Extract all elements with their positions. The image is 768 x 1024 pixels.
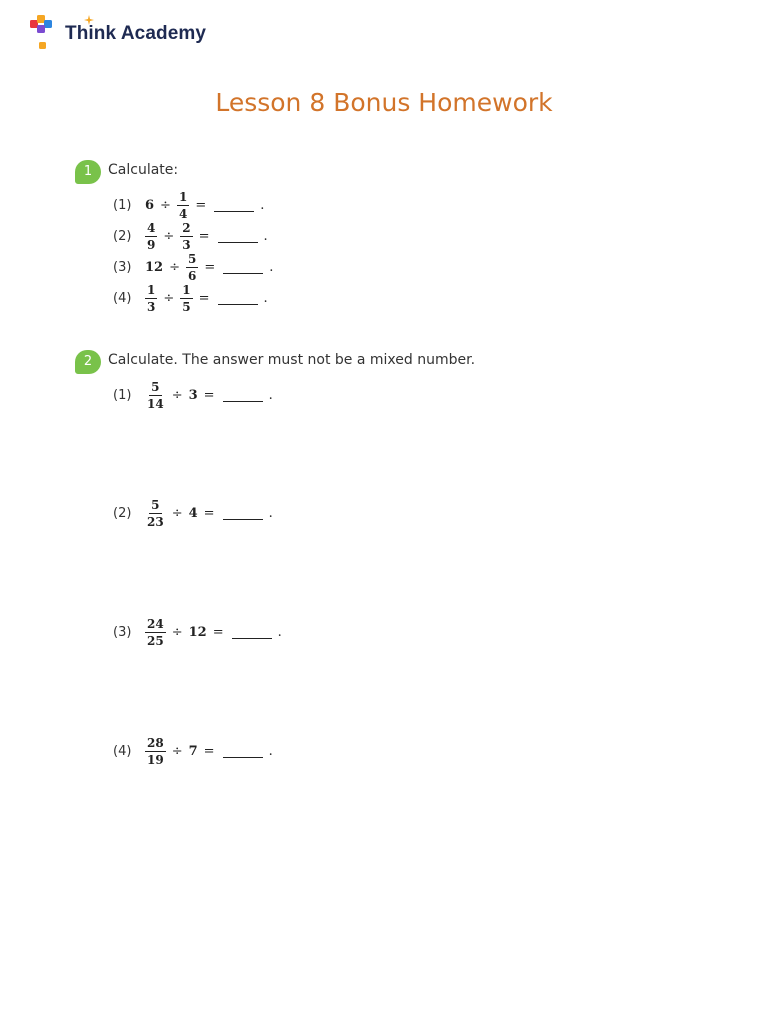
equals-sign: =: [203, 387, 215, 403]
numerator: 5: [151, 379, 160, 394]
page-title: Lesson 8 Bonus Homework: [215, 88, 553, 117]
denominator: 3: [182, 237, 191, 252]
section-instruction: Calculate. The answer must not be a mixed number.: [108, 352, 476, 368]
denominator: 23: [147, 514, 164, 529]
numerator: 24: [147, 616, 164, 631]
period: .: [269, 259, 274, 275]
fraction-a: [143, 617, 168, 648]
numerator: 1: [182, 282, 191, 297]
section-badge: 2: [75, 350, 101, 374]
problem-label: (4): [113, 743, 132, 759]
denominator: 14: [147, 396, 164, 411]
problem-label: (1): [113, 387, 132, 403]
divide-sign: ÷: [163, 290, 175, 306]
divide-sign: ÷: [163, 228, 175, 244]
numerator: 4: [147, 220, 156, 235]
period: .: [268, 387, 273, 403]
fraction-b: [184, 252, 200, 283]
fraction-a: [143, 498, 168, 529]
fraction-a: [143, 283, 159, 314]
answer-blank[interactable]: [223, 745, 263, 758]
answer-blank[interactable]: [223, 261, 263, 274]
section-instruction: Calculate:: [108, 162, 179, 178]
numerator: 5: [188, 251, 197, 266]
operand-b: 12: [188, 624, 207, 640]
fraction-b: [175, 190, 191, 221]
answer-blank[interactable]: [223, 389, 263, 402]
problem-1-3: [113, 250, 273, 284]
denominator: 6: [188, 268, 197, 283]
equals-sign: =: [212, 624, 224, 640]
section-badge: 1: [75, 160, 101, 184]
divide-sign: ÷: [160, 197, 171, 213]
fraction-a: [143, 221, 159, 252]
fraction-b: [178, 283, 194, 314]
operand-b: 7: [188, 743, 198, 759]
numerator: 2: [182, 220, 191, 235]
numerator: 28: [147, 735, 164, 750]
problem-label: (4): [113, 290, 132, 306]
numerator: 1: [147, 282, 156, 297]
operand-b: 3: [188, 387, 198, 403]
problem-label: (3): [113, 259, 132, 275]
denominator: 9: [147, 237, 156, 252]
denominator: 25: [147, 633, 164, 648]
equals-sign: =: [204, 259, 216, 275]
divide-sign: ÷: [171, 743, 183, 759]
answer-blank[interactable]: [218, 292, 258, 305]
answer-blank[interactable]: [214, 199, 254, 212]
problem-label: (3): [113, 624, 132, 640]
problem-1-2: [113, 219, 268, 253]
divide-sign: ÷: [169, 259, 180, 275]
fraction-a: [143, 736, 168, 767]
think-academy-logo-mark-icon: [28, 14, 62, 52]
period: .: [277, 624, 282, 640]
period: .: [260, 197, 265, 213]
equals-sign: =: [195, 197, 207, 213]
denominator: 4: [178, 206, 188, 221]
equals-sign: =: [203, 505, 215, 521]
numerator: 5: [151, 497, 160, 512]
problem-2-1: [113, 378, 273, 412]
answer-blank[interactable]: [223, 507, 263, 520]
problem-label: (2): [113, 505, 132, 521]
divide-sign: ÷: [171, 624, 183, 640]
brand-name: Think Academy: [65, 23, 207, 44]
problem-1-4: [113, 281, 268, 315]
equals-sign: =: [198, 228, 210, 244]
operand-a: 6: [145, 197, 155, 213]
numerator: 1: [178, 189, 188, 204]
problem-2-2: [113, 496, 273, 530]
problem-label: (2): [113, 228, 132, 244]
period: .: [263, 290, 268, 306]
divide-sign: ÷: [171, 505, 183, 521]
period: .: [268, 505, 273, 521]
problem-2-3: [113, 615, 282, 649]
denominator: 3: [147, 299, 156, 314]
divide-sign: ÷: [171, 387, 183, 403]
operand-a: 12: [145, 259, 164, 275]
denominator: 19: [147, 752, 164, 767]
problem-2-4: [113, 734, 273, 768]
operand-b: 4: [188, 505, 198, 521]
period: .: [263, 228, 268, 244]
problem-label: (1): [113, 197, 132, 213]
equals-sign: =: [198, 290, 210, 306]
problem-1-1: [113, 188, 264, 222]
period: .: [268, 743, 273, 759]
denominator: 5: [182, 299, 191, 314]
equals-sign: =: [203, 743, 215, 759]
answer-blank[interactable]: [232, 626, 272, 639]
fraction-a: [143, 380, 168, 411]
answer-blank[interactable]: [218, 230, 258, 243]
fraction-b: [178, 221, 194, 252]
